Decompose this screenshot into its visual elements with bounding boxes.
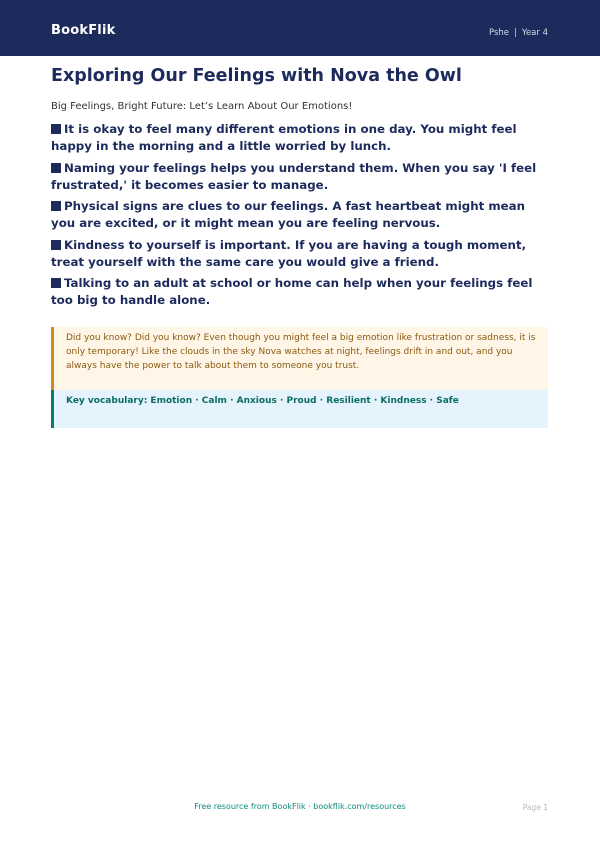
key-point-text: It is okay to feel many different emotions in one day. You might feel happy in the morning and a little worried by lunch. bbox=[51, 122, 517, 153]
key-point bbox=[51, 237, 551, 271]
page-subtitle: Big Feelings, Bright Future: Let’s Learn About Our Emotions! bbox=[51, 101, 353, 112]
key-point-text: Talking to an adult at school or home can help when your feelings feel too big to handle alone. bbox=[51, 276, 533, 307]
square-bullet-icon bbox=[51, 163, 61, 173]
meta-separator: | bbox=[514, 28, 517, 38]
key-point-text: Naming your feelings helps you understand them. When you say 'I feel frustrated,' it becomes easier to manage. bbox=[51, 160, 537, 192]
key-point-text: Physical signs are clues to our feelings. A fast heartbeat might mean you are excited, or it might mean you are feeling nervous. bbox=[51, 199, 525, 230]
vocabulary-box bbox=[51, 390, 548, 428]
square-bullet-icon bbox=[51, 201, 61, 211]
square-bullet-icon bbox=[51, 240, 61, 250]
square-bullet-icon bbox=[51, 278, 61, 288]
callout-text: Did you know? Did you know? Even though you might feel a big emotion like frustration or sadness, it is only temporary! Like the clouds in the sky Nova watches at night, feelings drift in and out, and you always have the power to talk about them to someone you trust. bbox=[66, 333, 536, 371]
page-number: Page 1 bbox=[522, 803, 548, 812]
key-points-list bbox=[51, 121, 551, 314]
vocabulary-text: Key vocabulary: Emotion · Calm · Anxious · Proud · Resilient · Kindness · Safe bbox=[66, 396, 459, 406]
brand-logo[interactable]: BookFlik bbox=[51, 23, 116, 38]
header-bar bbox=[0, 0, 600, 56]
square-bullet-icon bbox=[51, 124, 61, 134]
subject-label: Pshe bbox=[488, 28, 510, 38]
year-label: Year 4 bbox=[521, 28, 548, 38]
key-point bbox=[51, 198, 551, 232]
page-title: Exploring Our Feelings with Nova the Owl bbox=[51, 66, 462, 86]
header-meta bbox=[489, 28, 548, 38]
key-point-text: Kindness to yourself is important. If you are having a tough moment, treat yourself with the same care you would give a friend. bbox=[51, 237, 527, 269]
key-point bbox=[51, 160, 551, 194]
key-point bbox=[51, 275, 551, 309]
footer-link[interactable]: Free resource from BookFlik · bookflik.com/resources bbox=[194, 802, 406, 811]
key-point bbox=[51, 121, 551, 155]
did-you-know-callout bbox=[51, 327, 548, 390]
